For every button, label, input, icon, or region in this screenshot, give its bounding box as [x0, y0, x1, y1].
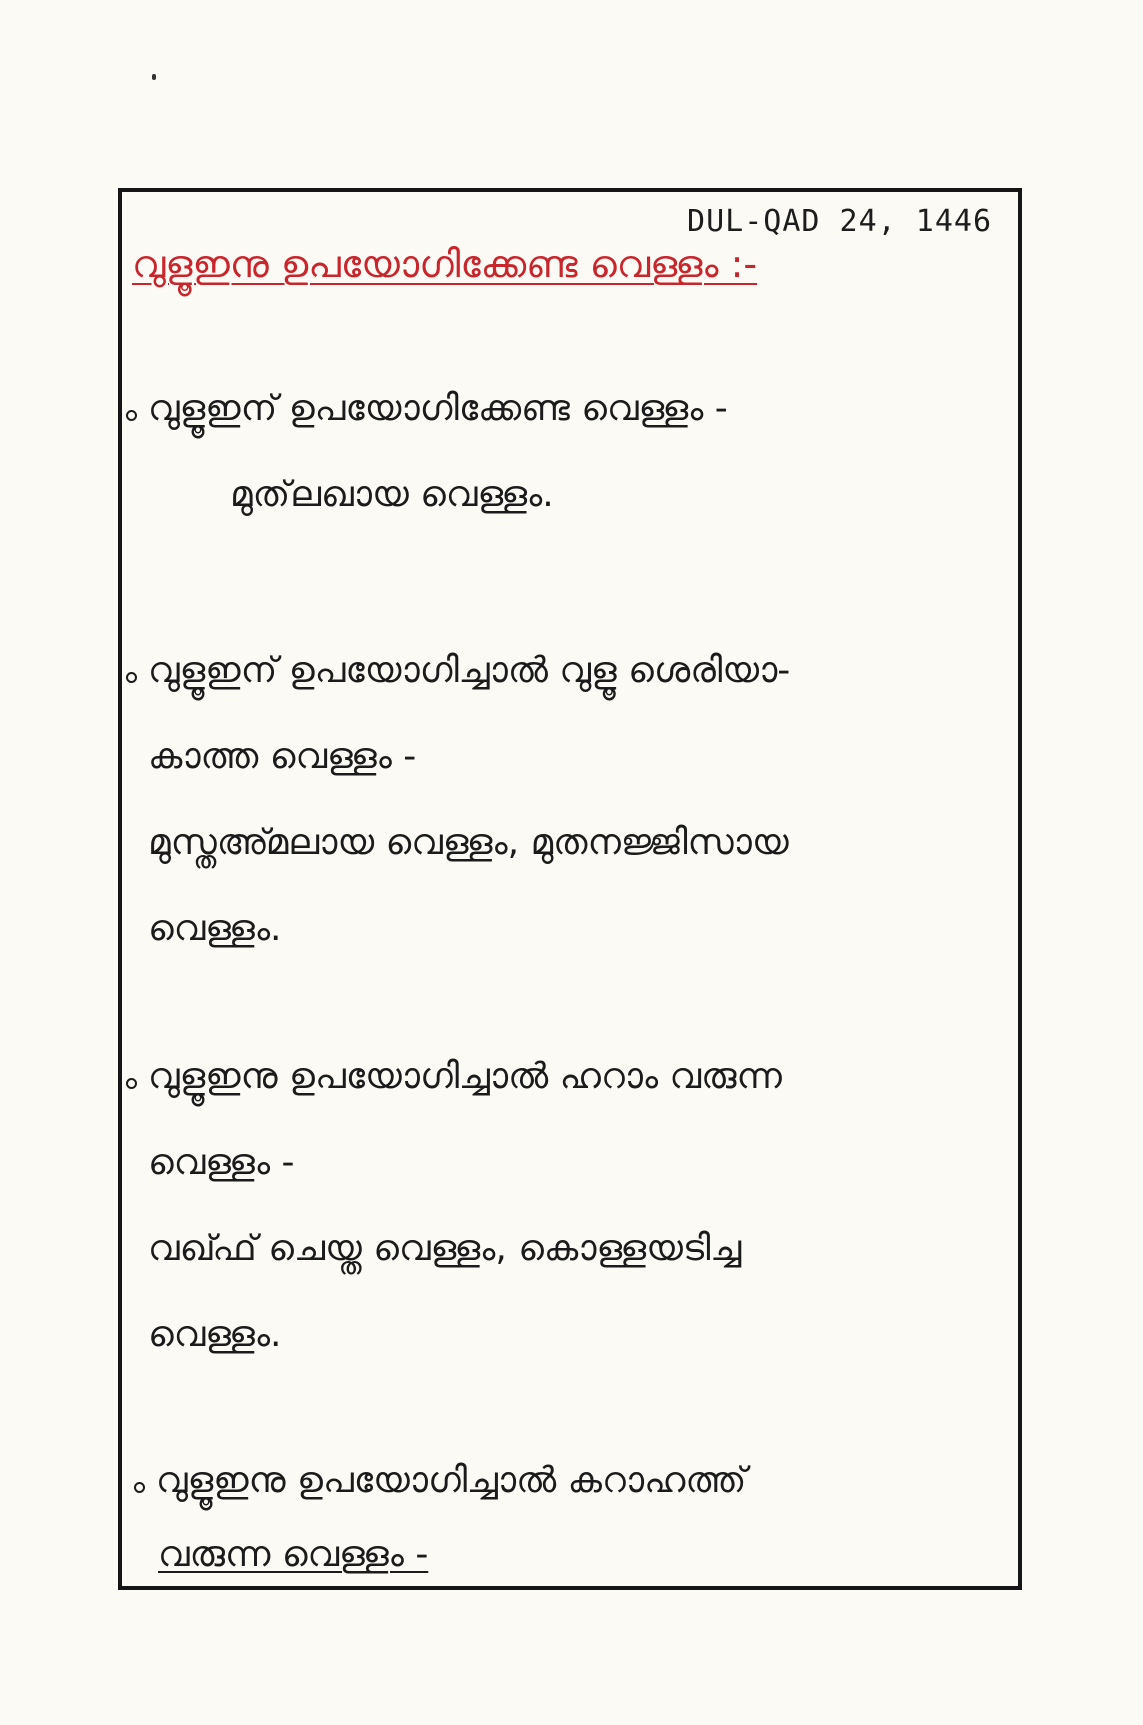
item-line: മുസ്തഅ്മലായ വെള്ളം, മുതനജ്ജിസായ [148, 822, 789, 863]
page-title: വുളൂഇനു ഉപയോഗിക്കേണ്ട വെള്ളം :- [132, 242, 758, 286]
item-line: വഖ്ഫ് ചെയ്ത വെള്ളം, കൊള്ളയടിച്ച [148, 1228, 742, 1269]
ink-speck [152, 74, 156, 80]
page-frame [118, 188, 1022, 1590]
item-line: വുളൂഇനു ഉപയോഗിച്ചാൽ ഹറാം വരുന്ന [148, 1056, 782, 1097]
item-line: വെള്ളം - [148, 1142, 295, 1183]
item-line: വെള്ളം. [148, 908, 282, 949]
item-line: വരുന്ന വെള്ളം - [158, 1534, 429, 1575]
bullet-icon [126, 672, 137, 683]
item-line: വുളൂഇനു ഉപയോഗിച്ചാൽ കറാഹത്ത് [156, 1460, 747, 1501]
bullet-icon [126, 410, 137, 421]
item-line: മുത്‌ലഖായ വെള്ളം. [230, 474, 554, 515]
item-line: വുളൂഇന് ഉപയോഗിച്ചാൽ വുളൂ ശെരിയാ- [148, 650, 791, 691]
bullet-icon [134, 1482, 145, 1493]
item-line: കാത്ത വെള്ളം - [148, 736, 417, 777]
item-line: വുളൂഇന് ഉപയോഗിക്കേണ്ട വെള്ളം - [148, 388, 728, 429]
bullet-icon [126, 1078, 137, 1089]
item-line: വെള്ളം. [148, 1314, 282, 1355]
hijri-date: DUL-QAD 24, 1446 [687, 204, 992, 239]
